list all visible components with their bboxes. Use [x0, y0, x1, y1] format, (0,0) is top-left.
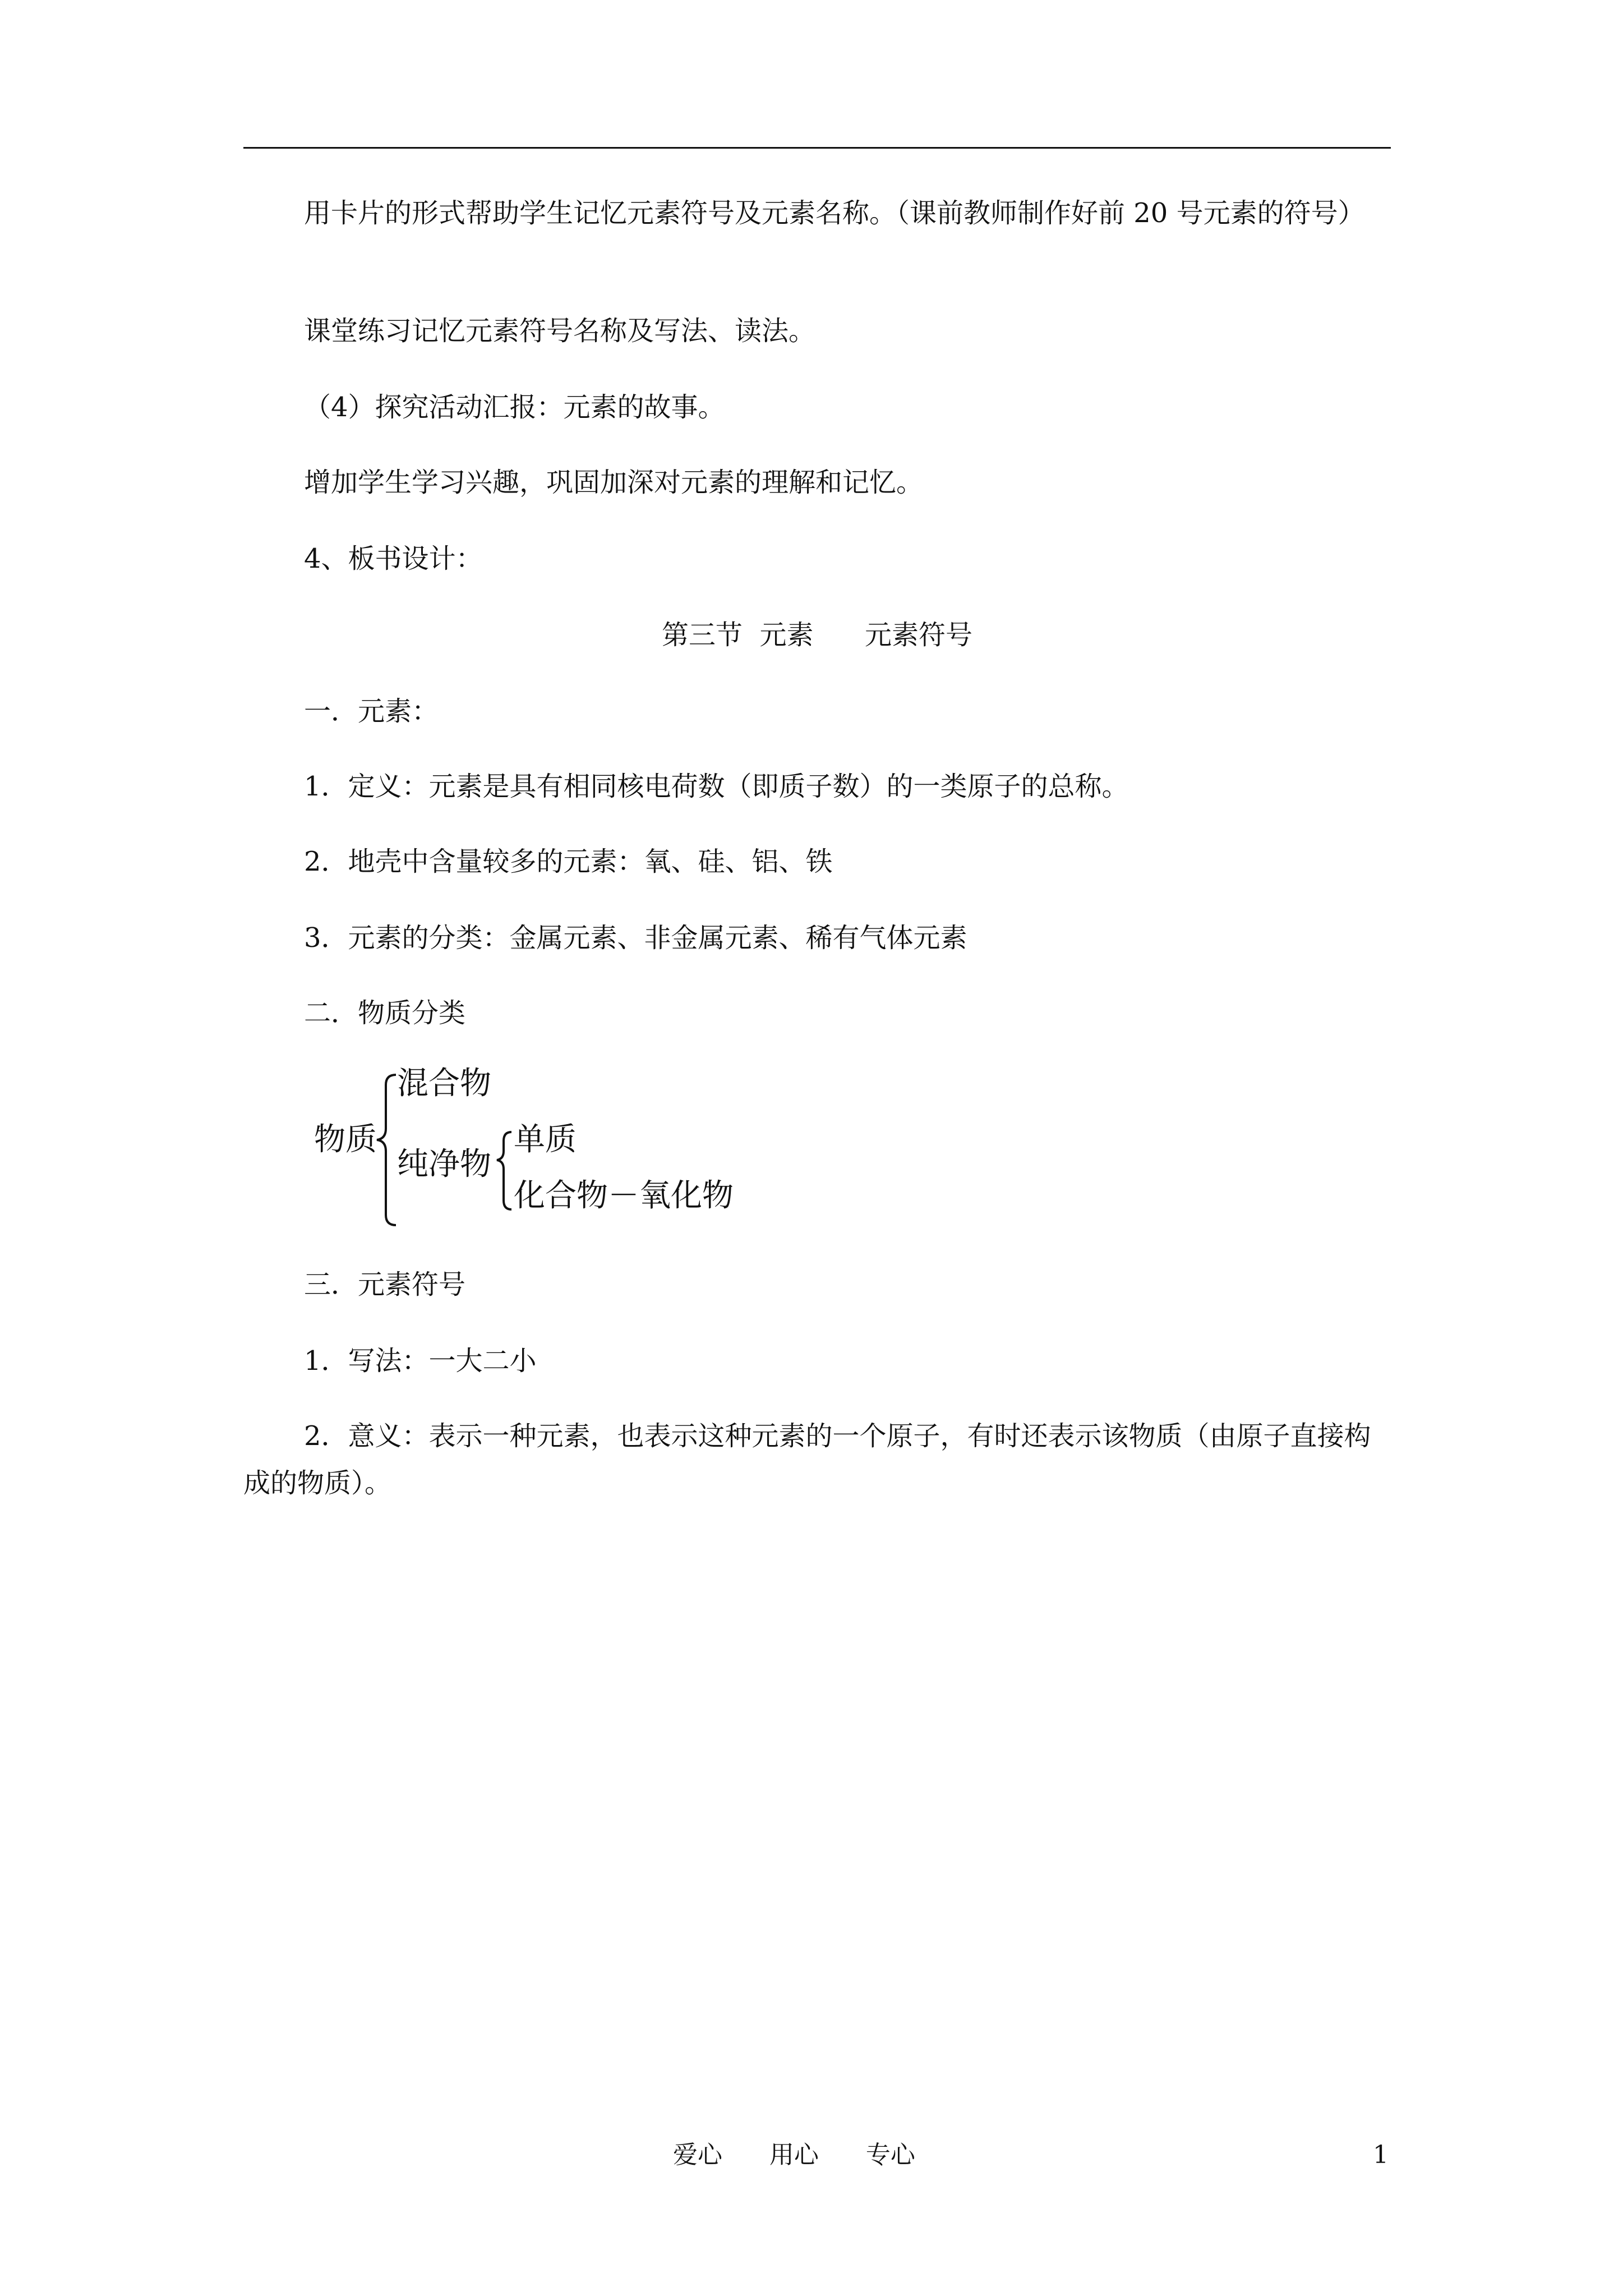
paragraph-activity-report: （4）探究活动汇报：元素的故事。	[304, 392, 725, 423]
diagram-root-label: 物质	[314, 1121, 377, 1158]
element-classification: 3．元素的分类：金属元素、非金属元素、稀有气体元素	[304, 922, 967, 954]
element-definition: 1．定义：元素是具有相同核电荷数（即质子数）的一类原子的总称。	[304, 771, 1129, 802]
diagram-compound-label: 化合物－氧化物	[514, 1177, 734, 1214]
page-number: 1	[1373, 2141, 1389, 2169]
symbol-meaning: 2．意义：表示一种元素，也表示这种元素的一个原子，有时还表示该物质（由原子直接构成的物质）。	[243, 1420, 1371, 1499]
header-rule	[243, 147, 1391, 149]
diagram-mixture-label: 混合物	[397, 1065, 491, 1102]
symbol-writing-rule: 1．写法：一大二小	[304, 1345, 537, 1377]
paragraph-card-memory: 用卡片的形式帮助学生记忆元素符号及元素名称。（课前教师制作好前 20 号元素的符号）	[304, 197, 1365, 229]
paragraph-board-design: 4、板书设计：	[304, 543, 483, 574]
crust-elements: 2．地壳中含量较多的元素：氧、硅、铝、铁	[304, 846, 833, 877]
footer-motto: 爱心 用心 专心	[673, 2141, 915, 2169]
matter-classification-diagram	[314, 1066, 763, 1234]
paragraph-practice: 课堂练习记忆元素符号名称及写法、读法。	[304, 315, 816, 347]
paragraph-interest: 增加学生学习兴趣，巩固加深对元素的理解和记忆。	[304, 467, 924, 498]
inner-brace	[497, 1132, 511, 1209]
section-elements-heading: 一．元素：	[304, 696, 439, 727]
section-element-symbols-heading: 三．元素符号	[304, 1269, 466, 1300]
diagram-element-substance-label: 单质	[514, 1121, 577, 1158]
diagram-pure-substance-label: 纯净物	[397, 1146, 491, 1182]
board-title: 第三节 元素 元素符号	[661, 619, 973, 651]
section-matter-classification-heading: 二．物质分类	[304, 997, 466, 1029]
outer-brace	[377, 1075, 396, 1225]
